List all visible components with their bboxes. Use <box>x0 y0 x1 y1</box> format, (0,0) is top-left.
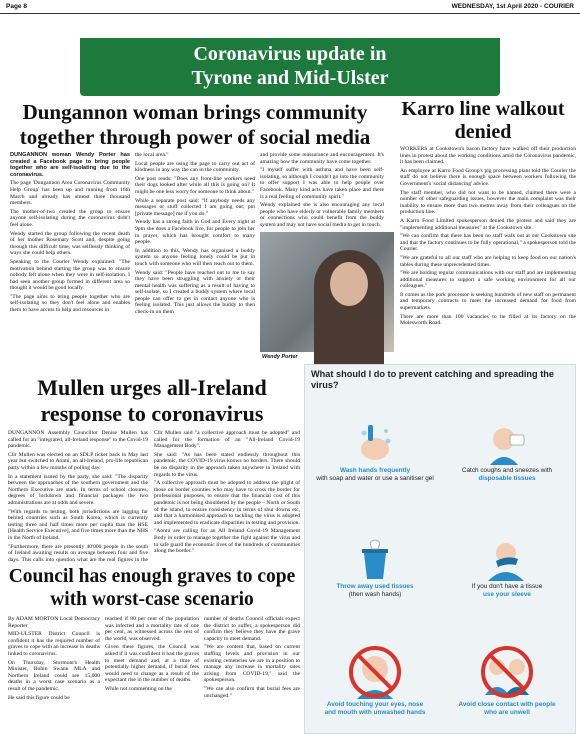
hand-wash-icon <box>350 421 400 465</box>
main-story-col-3 <box>260 152 384 228</box>
paragraph: "With regards to testing, both jurisdictions are lagging far behind countries such as South Korea, which is currently testing three and half times more per capita than the HSE [Health Service Executive], and five times more than the NHS in the North of Ireland. <box>8 508 148 541</box>
paragraph: Cllr Mullen was elected on an SDLP ticket back in May last year but switched to Aontú, an all-Ireland, pro-life republican party within a few months of polling day. <box>8 451 148 471</box>
karro-paragraph: An employee at Karro Food Group's pig processing plant told the Courier the staff do not believe there is enough space between workers following the Government's 'social distancing' advice. <box>400 167 576 187</box>
council-col-2 <box>105 616 199 734</box>
paragraph: He said this figure could be <box>8 694 70 701</box>
paragraph: While not commenting on the <box>105 685 172 692</box>
paragraph: "We can also confirm that burial fees are unchanged." <box>204 685 300 699</box>
tile-use-sleeve <box>443 537 571 625</box>
no-face-touch-icon <box>345 645 405 699</box>
main-story-col-1 <box>10 152 130 372</box>
tile-3-line-1: Throw away used tissues <box>336 583 414 590</box>
paragraph: In addition to this, Wendy has organised a buddy system so anyone feeling lonely could be put in touch with someone who will then reach out to them. <box>135 247 255 267</box>
infobox-title: What should I do to prevent catching and spreading the virus? <box>311 369 554 390</box>
paragraph: Wendy started the group following the recent death of her mother Rosemary Scott and, despite going through this difficult time, was selflessly thinking of ways she could help others. <box>10 230 130 257</box>
karro-paragraph: "We can confirm that there has been no staff walk out at our Cookstown site and that the factory continues to be fully operational," a spokesperson told the Courier. <box>400 233 576 253</box>
paragraph: the local area." <box>135 152 169 158</box>
tile-throw-tissues <box>311 537 439 625</box>
paragraph: DUNGANNON Assembly Councillor Denise Mullen has called for an "integrated, all-Ireland response" to the Covid-19 pandemic. <box>8 430 148 450</box>
tile-5-line-2: and mouth with unwashed hands <box>324 708 426 716</box>
paragraph: number of deaths Council officials expect the district to suffer, a spokesperson did confirm they believe they have the grave capacity to meet demand. <box>204 616 300 642</box>
tile-1-line-1: Wash hands frequently <box>339 467 411 474</box>
paragraph: The mother-of-two created the group to ensure anyone self-isolating during the coronavirus didn't feel alone. <box>10 208 130 228</box>
paragraph: One post reads: "Does any front-line workers need their dogs looked after while all this is going on? It might be one less worry for someone to think about." <box>135 175 255 195</box>
paragraph: DUNGANNON woman Wendy Porter has created a Facebook page to bring people together who are self-isolating due to the coronavirus. <box>10 152 130 178</box>
mullen-headline: Mullen urges all-Ireland response to coronavirus <box>37 375 267 426</box>
paragraph: "We are content that, based on current staffing levels and provision in our existing cemeteries we are in a position to manage any increase in mortality rates arising from COVID-19," said the spokesperson. <box>204 644 300 684</box>
paragraph: reached if 80 per cent of the population was infected and a mortality rate of one per cent, as witnessed across the rest of the world, was observed. <box>105 616 199 642</box>
person-face <box>330 262 368 306</box>
paragraph: By ADAM MORTON Local Democracy Reporter <box>8 616 100 629</box>
paragraph: Wendy said: "People have reached out to me to say they have been struggling with anxiety or their mental health was suffering as a result of having to self-isolate, so I created a buddy system where local people can offer to get in contact anyone who is feeling isolated. This just allows the buddy to then check-in on them <box>135 269 255 316</box>
tile-wash-hands <box>311 421 439 509</box>
main-story-col-2 <box>135 152 255 372</box>
tile-avoid-contact <box>443 645 571 733</box>
paragraph: Wendy has a strong faith in God and Every night at 9pm she does a Facebook live, for people to join her in prayer, which has brought comfort to many people. <box>135 219 255 246</box>
page-header <box>0 0 580 14</box>
virus-prevention-infobox <box>304 364 576 734</box>
paragraph: On Thursday, Stormont's Health Minister, Robin Swann MLA and Northern Ireland could see 15,000 deaths in a worst case scenario as a result of the pandemic. <box>8 659 100 692</box>
tile-4-line-1: If you don't have a tissue <box>471 583 543 590</box>
main-headline: Dungannon woman brings community together through power of social media <box>19 100 371 149</box>
tile-3-line-2: (then wash hands) <box>348 590 402 598</box>
karro-paragraph: The staff member, who did not want to be named, claimed there were a number of other safeguarding issues, however the main complaint was their inability to ensure more than two metres away from their colleagues on the production line. <box>400 189 576 216</box>
section-banner <box>80 38 500 96</box>
paragraph: "Furthermore, there are presently 40'000 people in the south of Ireland awaiting results on average between four and five days. This calls into question what are the real figures in the <box>8 543 148 562</box>
tile-2-line-2: disposable tissues <box>478 474 536 482</box>
paragraph: "The page aims to bring people together who are self-isolating so they don't feel alone and enables them to have access to help and resources in <box>10 293 130 314</box>
karro-paragraph: "We are holding regular communications with our staff and are implementing additional measures to support a safe working environment for all our colleagues." <box>400 270 576 290</box>
karro-paragraph: "We are grateful to all our staff who are helping to keep food on our nation's tables during these unprecedented times. <box>400 254 576 268</box>
paragraph: MID-ULSTER District Council is confident it has the required number of graves to cope with an increase in deaths linked to coronavirus. <box>8 631 100 657</box>
council-col-1 <box>8 616 100 734</box>
tile-2-line-1: Catch coughs and sneezes with <box>461 467 553 474</box>
karro-headline: Karro line walkout denied <box>401 98 565 143</box>
paragraph: Wendy explained she is also encouraging any local people who have elderly or vulnerable family members or connections who could benefit from the buddy system and may not have social media to get in touch. <box>260 202 384 228</box>
karro-paragraph: It comes as the pork processor is seeking hundreds of new staff on permanent and temporary contracts to meet the increased demand for food from supermarkets. <box>400 291 576 312</box>
tile-catch-coughs <box>443 421 571 509</box>
mullen-col-2 <box>154 430 300 562</box>
bin-icon <box>350 537 400 581</box>
sneeze-tissue-icon <box>482 421 532 465</box>
mullen-col-1 <box>8 430 148 562</box>
tile-4-line-2: use your sleeve <box>483 590 531 598</box>
paragraph: The page 'Dungannon Area Coronavirus Community Help Group' has been up and running from 16th March and already has almost three thousand members. <box>10 180 130 207</box>
paragraph: Speaking to the Courier Wendy explained: "The motivation behind starting the group was to ensure nobody felt alone when they were in self-isolation. I had seen another group formed in different area so thought it would be good locally. <box>10 258 130 292</box>
page-number: Page 8 <box>6 3 27 10</box>
tile-avoid-touching <box>311 645 439 733</box>
no-contact-icon <box>477 645 537 699</box>
karro-story-body <box>400 146 576 362</box>
tile-1-line-2: with soap and water or use a sanitiser gel <box>316 474 434 482</box>
paragraph: While a separate post said: "If anybody needs any messages or stuff collected I am going out; pm [private message] me if you do." <box>135 197 255 217</box>
banner-line-2: Tyrone and Mid-Ulster <box>191 67 389 89</box>
paragraph: Given these figures, the Council was asked if it was confident it had the graves to meet demand and, at a time of potentially higher demand, if burial fees would need to change as a result of the expectant rise in the number of deaths. <box>105 644 199 684</box>
photo-caption: Wendy Porter <box>262 354 298 360</box>
karro-paragraph: A Karro Food Limited spokesperson denied the protest and said they are "implementing additional measures" at the Cookstown site. <box>400 217 576 231</box>
paragraph: In a statement issued by the party, she said: "The disparity between the approaches of the southern government and the Northern Executive are stark. In terms of school closures, degrees of lockdown and financial packages the two administrations are at odds and severe. <box>8 473 148 506</box>
paragraph: She said: "As has been stated endlessly throughout this pandemic, the COVID-19 virus knows no borders. There should be no disparity in the approach taken anywhere in Ireland with regards to the virus. <box>154 451 300 478</box>
paragraph: "Aontú are calling for an All Ireland Covid-19 Management Body in order to manage together the fight against the virus and to safe guard the economic lives of the hundreds of communities along the border." <box>154 528 300 555</box>
banner-line-1: Coronavirus update in <box>193 43 387 65</box>
paragraph: and provide some reassurance and encouragement. It's amazing how the community have come together. <box>260 152 384 165</box>
paragraph: Cllr Mullen said "a collective approach must be adopted" and called for the formation of an "All-Ireland Covid-19 Management Body". <box>154 430 300 450</box>
wendy-porter-photo <box>260 232 394 352</box>
paragraph: "A collective approach must be adopted to address the plight of those on border counties who may have to cross the border for professional purposes, to ensure that the financial cost of this pandemic is not being shouldered by the people – North or South of the island, to ensure consistency in terms of shut downs etc, and that a harmonised approach to tackling the virus is adopted and implemented to eradicate disparities in testing and provision. <box>154 480 300 526</box>
karro-paragraph: WORKERS at Cookstown's bacon factory have walked off their production lines in protest about the working conditions amid the Coronavirus pandemic, it has been claimed. <box>400 146 576 166</box>
council-headline: Council has enough graves to cope with worst-case scenario <box>8 566 296 610</box>
issue-date: WEDNESDAY, 1st April 2020 - COURIER <box>451 3 574 10</box>
tile-6-line-2: who are unwell <box>484 708 530 716</box>
council-col-3 <box>204 616 300 734</box>
paragraph: Local people are using the page to carry out act of kindness in any way the can in the community. <box>135 160 255 174</box>
sleeve-cough-icon <box>482 537 532 581</box>
tile-5-line-1: Avoid touching your eyes, nose <box>326 701 424 708</box>
tile-6-line-1: Avoid close contact with people <box>458 701 556 708</box>
karro-paragraph: There are more than 100 vacancies to be filled at its factory on the Molesworth Road. <box>400 313 576 327</box>
paragraph: "I myself suffer with asthma and have been self-isolating, so although I couldn't go into the community to offer support I was able to help people over Facebook. Many kind acts have taken place and there is a real feeling of community spirit." <box>260 167 384 200</box>
